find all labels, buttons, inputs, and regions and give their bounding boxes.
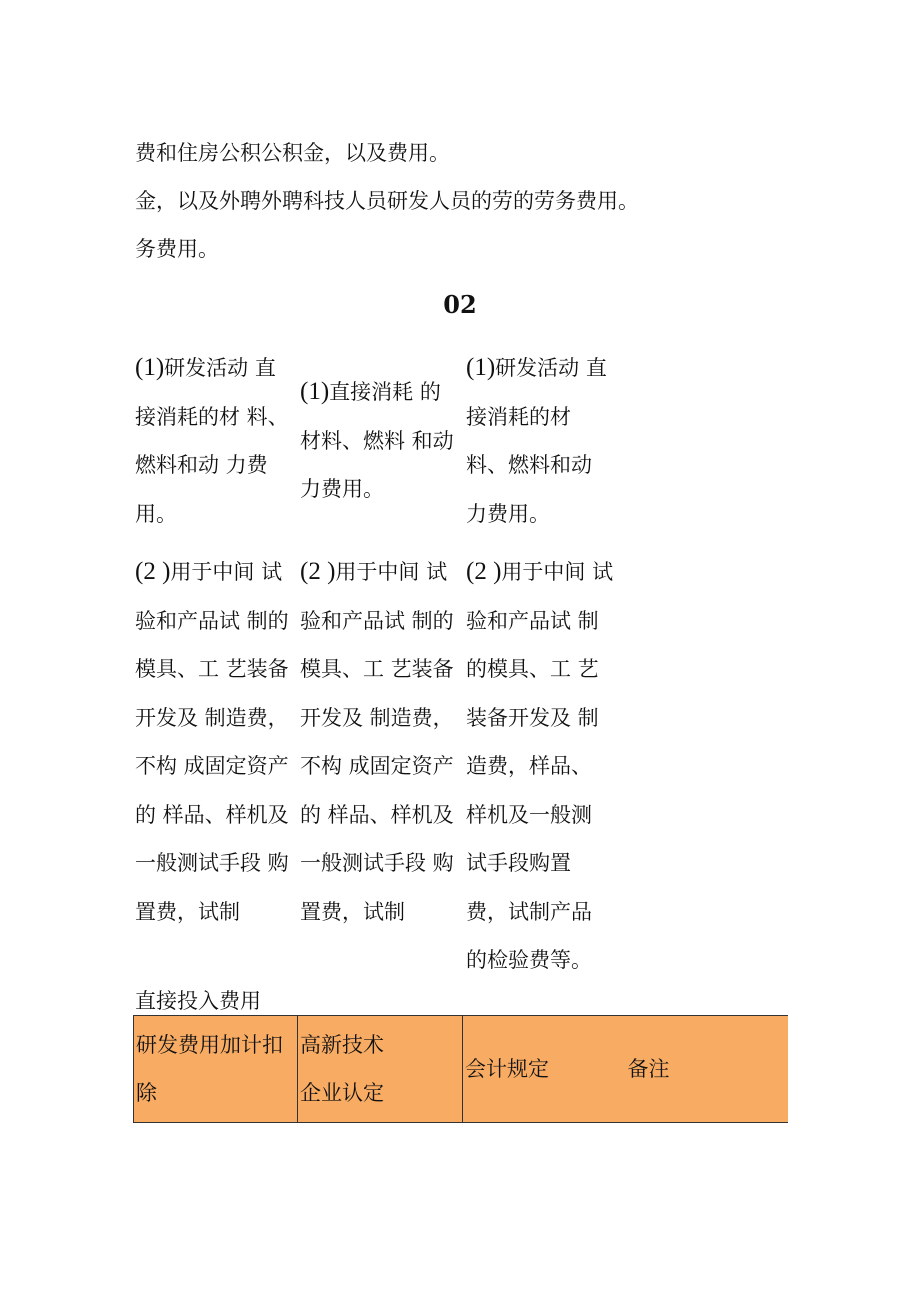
col-line: 模具、工 艺装备 (135, 657, 289, 681)
col-line: 接消耗的材 料、 (135, 404, 289, 429)
col-line: 的 样品、样机及 (300, 802, 454, 827)
item-number: (1) (466, 354, 496, 381)
header-cell-remarks (628, 1016, 788, 1123)
col-line: 不构 成固定资产 (135, 754, 289, 778)
col-line: 用于中间 试 (501, 560, 614, 584)
col-line: 接消耗的材 (466, 404, 571, 429)
col-line: 用于中间 试 (335, 560, 448, 584)
col-line: 置费，试制 (135, 899, 240, 924)
col-line: 样机及一般测 (466, 802, 592, 827)
col-line: 不构 成固定资产 (300, 754, 454, 778)
item2-col-2 (300, 548, 454, 936)
col-line: 直接消耗 的 (329, 380, 441, 404)
col-line: 验和产品试 制的 (135, 608, 289, 633)
item2-col-3 (466, 548, 613, 985)
col-line: 用。 (135, 501, 177, 526)
item-number: (2 ) (466, 558, 502, 585)
col-line: 的检验费等。 (466, 948, 592, 972)
col-line: 开发及 制造费， (300, 705, 454, 730)
cell-line: 除 (136, 1081, 157, 1105)
cell-line: 高新技术 (300, 1033, 384, 1057)
col-line: 研发活动 直 (164, 356, 276, 380)
col-line: 燃料和动 力费 (135, 453, 268, 477)
header-cell-hightech (298, 1016, 463, 1123)
item1-col-2 (300, 368, 454, 514)
col-line: 的模具、工 艺 (466, 657, 599, 681)
col-line: 验和产品试 制 (466, 608, 599, 633)
text-line-2: 金，以及外聘外聘科技人员研发人员的劳的劳务费用。 (135, 189, 639, 213)
cell-line: 会计规定 (465, 1057, 549, 1081)
col-line: 费，试制产品 (466, 899, 592, 924)
item-number: (1) (135, 354, 165, 381)
col-line: 的 样品、样机及 (135, 802, 289, 827)
header-cell-accounting (463, 1016, 628, 1123)
col-line: 力费用。 (466, 501, 550, 526)
table-caption: 直接投入费用 (135, 989, 261, 1013)
text-line-3: 务费用。 (135, 237, 219, 261)
col-line: 材料、燃料 和动 (300, 428, 454, 453)
item-number: (2 ) (135, 558, 171, 585)
item1-col-1 (135, 344, 289, 538)
item-number: (1) (300, 378, 330, 405)
col-line: 力费用。 (300, 477, 384, 501)
cell-line: 企业认定 (300, 1081, 384, 1105)
col-line: 一般测试手段 购 (300, 851, 454, 875)
item2-col-1 (135, 548, 289, 936)
col-line: 一般测试手段 购 (135, 851, 289, 875)
col-line: 用于中间 试 (170, 560, 283, 584)
col-line: 装备开发及 制 (466, 705, 599, 730)
col-line: 造费，样品、 (466, 754, 592, 778)
col-line: 试手段购置 (466, 851, 571, 875)
col-line: 研发活动 直 (495, 356, 607, 380)
col-line: 置费，试制 (300, 899, 405, 924)
header-cell-rd-deduction (134, 1016, 298, 1123)
cell-line: 研发费用加计扣 (136, 1033, 283, 1057)
comparison-table (133, 1015, 788, 1123)
item1-col-3 (466, 344, 607, 538)
col-line: 验和产品试 制的 (300, 608, 454, 633)
col-line: 模具、工 艺装备 (300, 657, 454, 681)
section-number: 02 (443, 290, 477, 319)
table-header-row (134, 1016, 788, 1123)
item-number: (2 ) (300, 558, 336, 585)
cell-line: 备注 (627, 1057, 670, 1081)
col-line: 料、燃料和动 (466, 453, 592, 477)
col-line: 开发及 制造费， (135, 705, 289, 730)
text-line-1: 费和住房公积公积金，以及费用。 (135, 141, 450, 165)
